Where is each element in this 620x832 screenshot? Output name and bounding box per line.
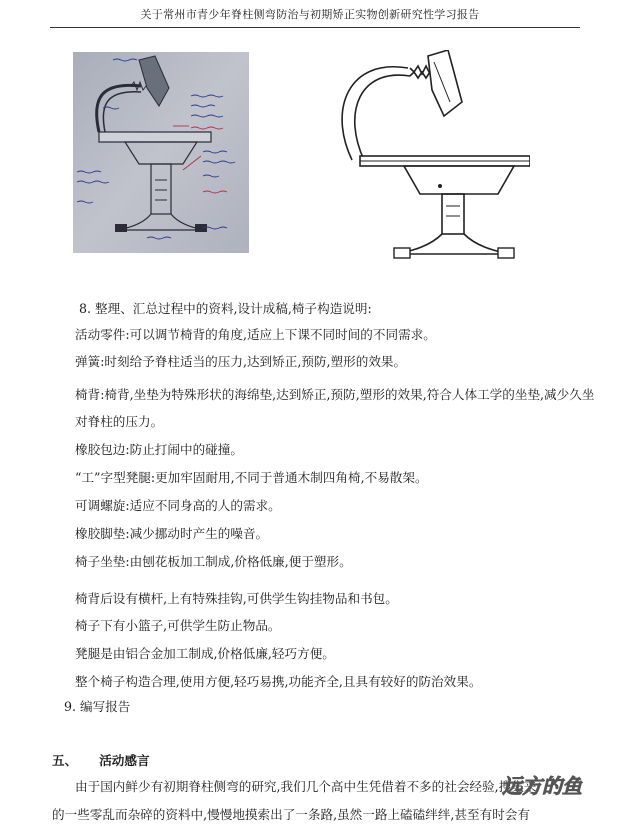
section-title: 活动感言 [99,753,150,768]
list-item: 椅子坐垫:由刨花板加工制成,价格低廉,便于塑形。 [75,554,352,569]
header-divider [50,27,580,28]
hand-drawn-chair-sketch [73,52,249,253]
list-item: 椅子下有小篮子,可供学生防止物品。 [75,618,281,633]
watermark-text: 远方的鱼 [502,774,582,798]
list-item: 活动零件:可以调节椅背的角度,适应上下课不同时间的不同需求。 [75,327,436,342]
section-9-title: 9. 编写报告 [64,699,131,714]
list-item: 椅背:椅背,坐垫为特殊形状的海绵垫,达到矫正,预防,塑形的效果,符合人体工学的坐垫,减少久坐对脊柱的压力。 [75,387,595,429]
section-heading [52,752,150,770]
list-item: 弹簧:时刻给予脊柱适当的压力,达到矫正,预防,塑形的效果。 [75,354,407,369]
running-header: 关于常州市青少年脊柱侧弯防治与初期矫正实物创新研究性学习报告 [140,8,480,21]
list-item: 可调螺旋:适应不同身高的人的需求。 [75,498,281,513]
list-item: 凳腿是由铝合金加工制成,价格低廉,轻巧方便。 [75,646,335,661]
section-number: 五、 [52,753,78,768]
list-item: 橡胶包边:防止打闹中的碰撞。 [75,442,243,457]
body-line: 由于国内鲜少有初期脊柱侧弯的研究,我们几个高中生凭借着不多的社会经验,搜集来 [75,779,537,794]
list-item: 整个椅子构造合理,使用方便,轻巧易携,功能齐全,且具有较好的防治效果。 [75,674,482,689]
list-item: 橡胶脚垫:减少挪动时产生的噪音。 [75,526,269,541]
body-line: 的一些零乱而杂碎的资料中,慢慢地摸索出了一条路,虽然一路上磕磕绊绊,甚至有时会有 [52,807,530,822]
watermark-logo [502,770,610,814]
chair-line-drawing [330,50,530,260]
section-8-title: 8. 整理、汇总过程中的资料,设计成稿,椅子构造说明: [79,301,372,316]
list-item: 椅背后设有横杆,上有特殊挂钩,可供学生钩挂物品和书包。 [75,591,398,606]
list-item: “工”字型凳腿:更加牢固耐用,不同于普通木制四角椅,不易散架。 [75,470,428,485]
